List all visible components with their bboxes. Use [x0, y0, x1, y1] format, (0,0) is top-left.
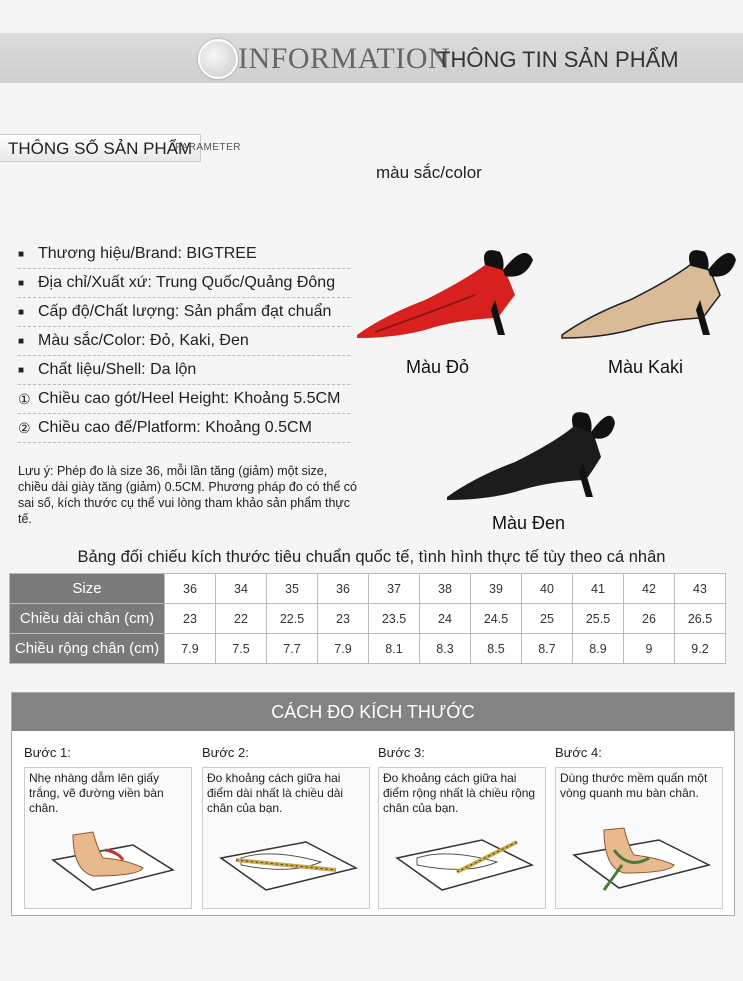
table-cell: 24.5	[471, 604, 522, 634]
step-card	[378, 767, 546, 909]
table-cell: 26	[624, 604, 675, 634]
table-cell: 42	[624, 574, 675, 604]
parameter-header	[0, 134, 743, 160]
table-row	[10, 634, 726, 664]
black-shoe-image	[445, 405, 617, 505]
table-cell: 26.5	[675, 604, 726, 634]
khaki-shoe-label: Màu Kaki	[608, 357, 684, 377]
row-header: Chiều rộng chân (cm)	[10, 634, 165, 664]
table-cell: 22	[216, 604, 267, 634]
table-cell: 23	[165, 604, 216, 634]
measure-step-1	[24, 745, 190, 909]
red-shoe-body	[357, 265, 515, 338]
bullet-icon: ■	[18, 248, 25, 260]
banner-circle-icon	[198, 39, 238, 79]
table-cell: 9	[624, 634, 675, 664]
table-cell: 8.9	[573, 634, 624, 664]
table-cell: 23	[318, 604, 369, 634]
measure-guide	[11, 692, 735, 916]
table-cell: 8.3	[420, 634, 471, 664]
spec-item	[18, 414, 350, 443]
circled-two-icon: ②	[18, 419, 31, 436]
size-chart-title: Bảng đối chiếu kích thước tiêu chuẩn quốc tế, tình hình thực tế tùy theo cá nhân	[77, 548, 666, 566]
table-cell: 39	[471, 574, 522, 604]
spec-text: Thương hiệu/Brand: BIGTREE	[38, 245, 257, 262]
spec-item	[18, 298, 350, 327]
spec-text: Màu sắc/Color: Đỏ, Kaki, Đen	[38, 332, 249, 349]
table-cell: 25.5	[573, 604, 624, 634]
measure-step-4	[555, 745, 721, 909]
table-cell: 8.7	[522, 634, 573, 664]
spec-text: Chiều cao đế/Platform: Khoảng 0.5CM	[38, 419, 312, 436]
step-text: Đo khoảng cách giữa hai điểm rộng nhất là chiều rộng chân của bạn.	[383, 771, 536, 815]
step-text: Nhẹ nhàng dẫm lên giấy trắng, vẽ đường viền bàn chân.	[29, 771, 164, 815]
parameter-subtitle: PARAMETER	[175, 142, 241, 153]
measure-step-2	[202, 745, 368, 909]
spec-text: Chiều cao gót/Heel Height: Khoảng 5.5CM	[38, 390, 341, 407]
table-row	[10, 574, 726, 604]
step-text: Dùng thước mềm quấn một vòng quanh mu bàn chân.	[560, 771, 708, 800]
black-shoe-label: Màu Đen	[492, 513, 566, 533]
step-label: Bước 2:	[202, 745, 249, 760]
step-label: Bước 3:	[378, 745, 425, 760]
table-cell: 7.5	[216, 634, 267, 664]
table-cell: 7.9	[165, 634, 216, 664]
khaki-shoe-body	[562, 265, 720, 338]
foot-outline-icon	[33, 820, 183, 900]
bullet-icon: ■	[18, 335, 25, 347]
parameter-tab: THÔNG SỐ SẢN PHẨM	[0, 134, 201, 162]
spec-item	[18, 240, 350, 269]
table-cell: 24	[420, 604, 471, 634]
table-cell: 43	[675, 574, 726, 604]
table-cell: 40	[522, 574, 573, 604]
circled-one-icon: ①	[18, 390, 31, 407]
table-cell: 34	[216, 574, 267, 604]
table-cell: 9.2	[675, 634, 726, 664]
step-label: Bước 1:	[24, 745, 71, 760]
spec-list	[18, 240, 350, 443]
banner-title-en: INFORMATION	[238, 42, 451, 75]
red-shoe-image	[355, 240, 540, 340]
table-cell: 36	[165, 574, 216, 604]
step-card	[24, 767, 192, 909]
table-cell: 7.9	[318, 634, 369, 664]
tape-measure-foot-icon	[564, 820, 714, 900]
bullet-icon: ■	[18, 364, 25, 376]
size-note: Lưu ý: Phép đo là size 36, mỗi lần tăng (giảm) một size, chiều dài giày tăng (giảm) 0.5CM. Phương pháp đo có thể có sai số, kích thước cụ thể vui lòng tham khảo sản phẩm thực tế.	[18, 464, 357, 526]
table-cell: 8.1	[369, 634, 420, 664]
banner-title-vn: THÔNG TIN SẢN PHẨM	[437, 47, 679, 72]
size-table	[9, 573, 726, 664]
color-title: màu sắc/color	[376, 163, 482, 182]
spec-text: Cấp độ/Chất lượng: Sản phẩm đạt chuẩn	[38, 303, 332, 320]
table-cell: 38	[420, 574, 471, 604]
table-cell: 22.5	[267, 604, 318, 634]
table-cell: 36	[318, 574, 369, 604]
step-text: Đo khoảng cách giữa hai điểm dài nhất là chiều dài chân của bạn.	[207, 771, 344, 815]
table-row	[10, 604, 726, 634]
black-shoe-body	[447, 427, 601, 500]
spec-item	[18, 385, 350, 414]
table-cell: 35	[267, 574, 318, 604]
row-header: Size	[10, 574, 165, 604]
spec-item	[18, 327, 350, 356]
khaki-shoe-image	[560, 240, 738, 340]
spec-item	[18, 356, 350, 385]
bullet-icon: ■	[18, 306, 25, 318]
measure-guide-title: CÁCH ĐO KÍCH THƯỚC	[12, 693, 734, 731]
table-cell: 25	[522, 604, 573, 634]
red-shoe-label: Màu Đỏ	[406, 357, 470, 377]
bullet-icon: ■	[18, 277, 25, 289]
spec-text: Địa chỉ/Xuất xứ: Trung Quốc/Quảng Đông	[38, 274, 336, 291]
measure-step-3	[378, 745, 544, 909]
table-cell: 37	[369, 574, 420, 604]
row-header: Chiều dài chân (cm)	[10, 604, 165, 634]
table-cell: 7.7	[267, 634, 318, 664]
foot-length-ruler-icon	[211, 820, 361, 900]
table-cell: 23.5	[369, 604, 420, 634]
spec-item	[18, 269, 350, 298]
step-card	[202, 767, 370, 909]
step-card	[555, 767, 723, 909]
information-banner	[0, 33, 743, 83]
spec-text: Chất liệu/Shell: Da lộn	[38, 361, 197, 378]
foot-width-ruler-icon	[387, 820, 537, 900]
table-cell: 41	[573, 574, 624, 604]
step-label: Bước 4:	[555, 745, 602, 760]
table-cell: 8.5	[471, 634, 522, 664]
